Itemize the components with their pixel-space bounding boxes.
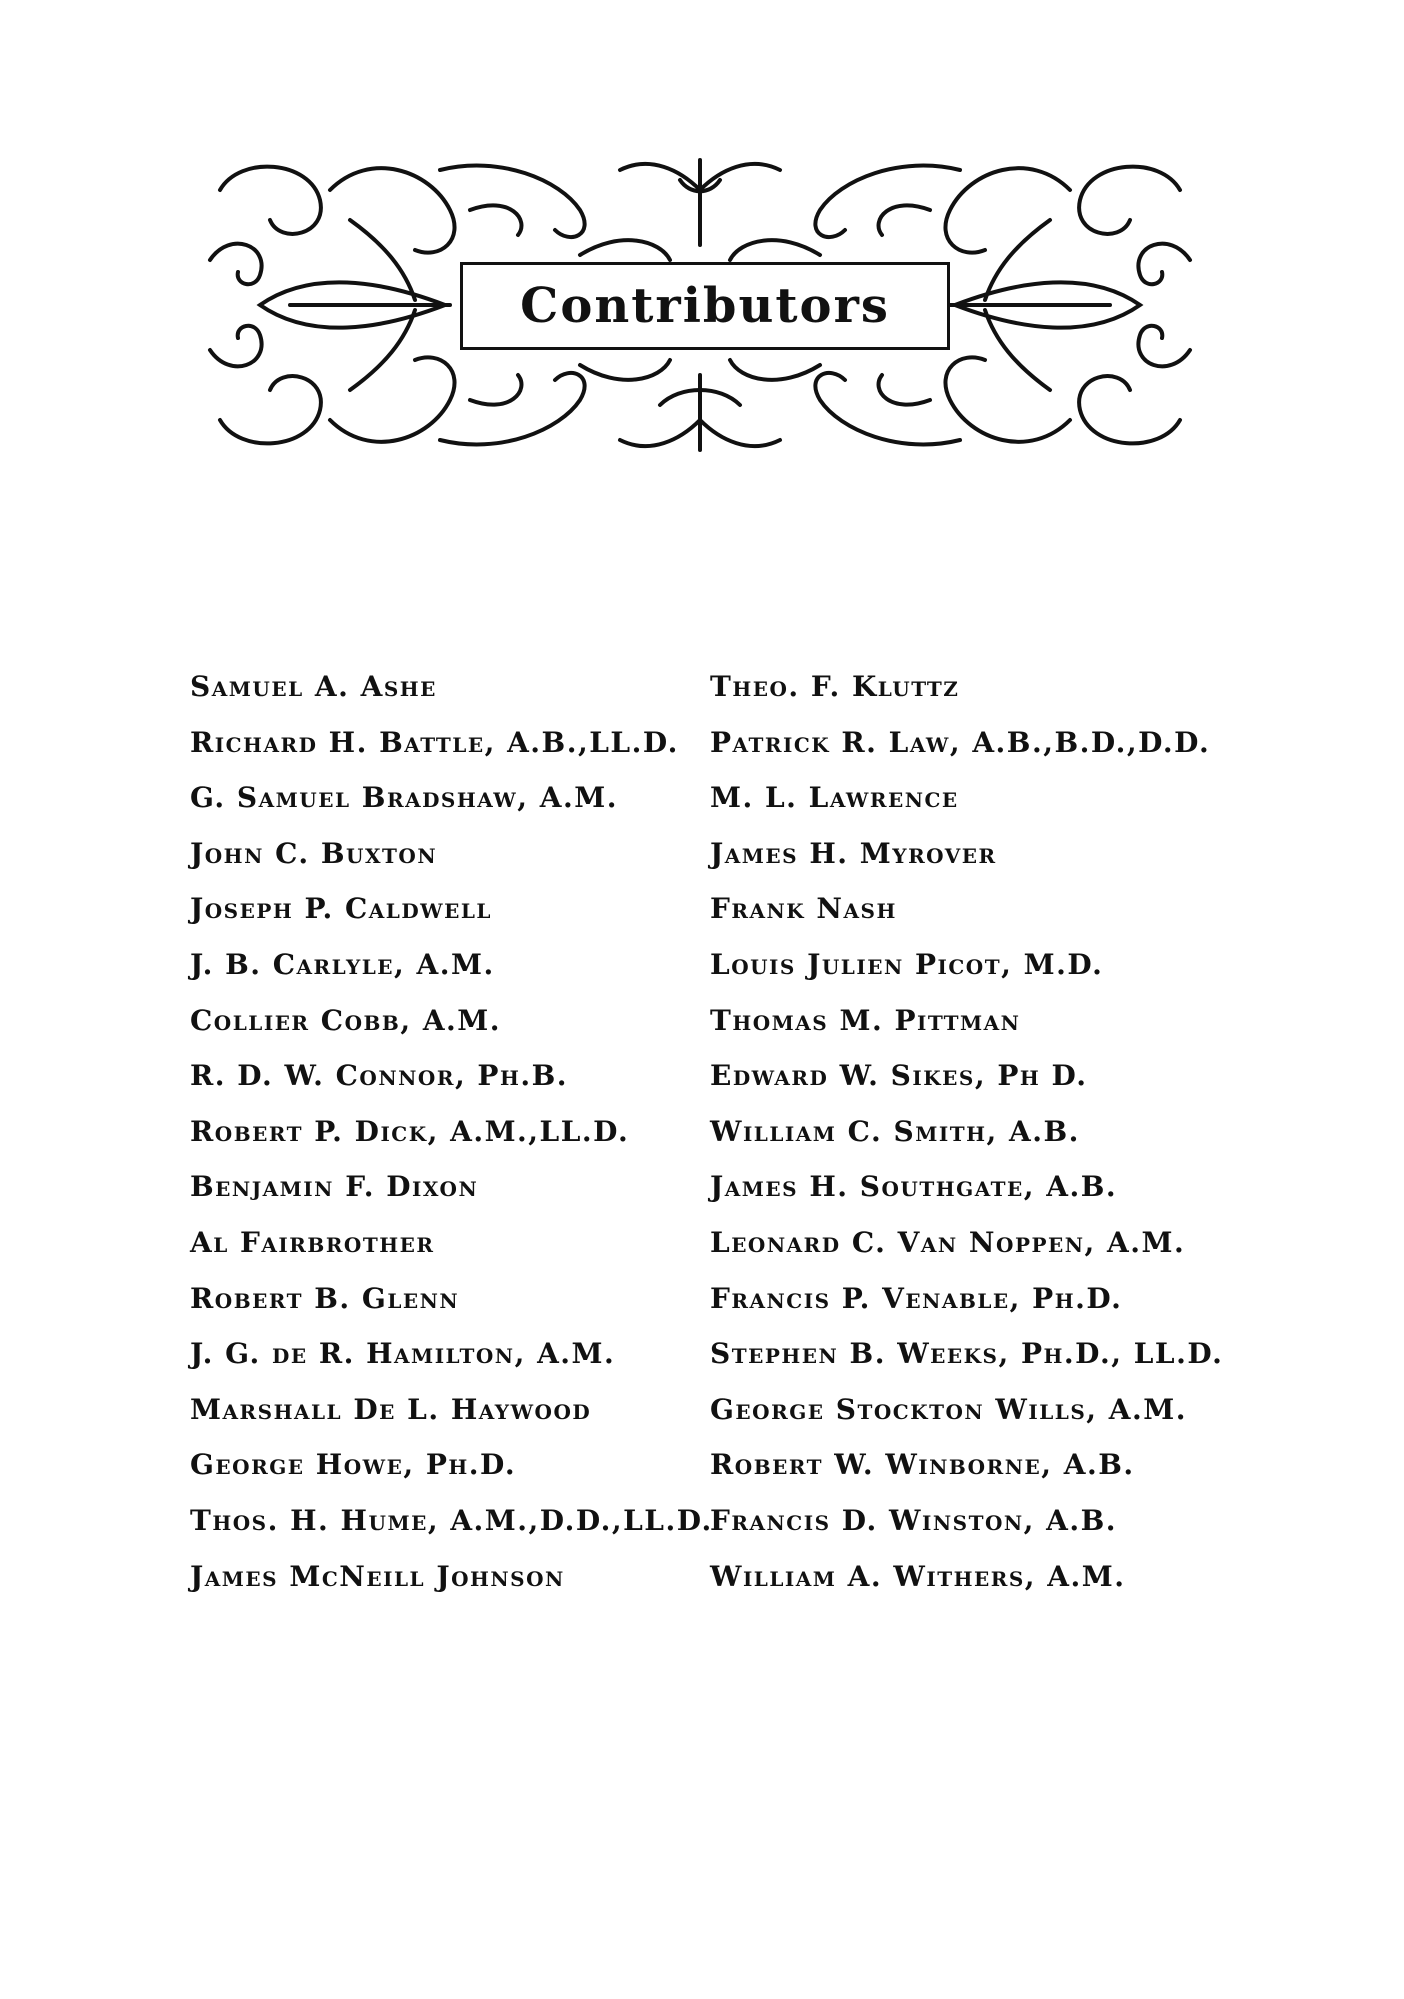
list-row <box>190 726 1230 782</box>
list-row <box>190 781 1230 837</box>
list-row <box>190 1115 1230 1171</box>
contributor-name: Stephen B. Weeks, Ph.D., LL.D. <box>710 1337 1224 1371</box>
list-row <box>190 1393 1230 1449</box>
contributor-name: Collier Cobb, A.M. <box>190 1003 502 1037</box>
list-row <box>190 1170 1230 1226</box>
list-row <box>190 892 1230 948</box>
contributor-name: George Stockton Wills, A.M. <box>710 1392 1188 1426</box>
contributor-name: Francis D. Winston, A.B. <box>710 1503 1118 1537</box>
contributor-name: Thos. H. Hume, A.M.,D.D.,LL.D. <box>190 1503 713 1537</box>
contributor-name: Marshall De L. Haywood <box>190 1392 592 1426</box>
contributor-name: Benjamin F. Dixon <box>190 1170 479 1204</box>
list-row <box>190 1448 1230 1504</box>
contributor-name: Edward W. Sikes, Ph D. <box>710 1059 1088 1093</box>
list-row <box>190 670 1230 726</box>
contributor-name: Robert W. Winborne, A.B. <box>710 1448 1135 1482</box>
list-row <box>190 1337 1230 1393</box>
contributor-name: James H. Myrover <box>710 836 997 870</box>
list-row <box>190 837 1230 893</box>
contributor-name: James H. Southgate, A.B. <box>710 1170 1118 1204</box>
list-row <box>190 1059 1230 1115</box>
contributor-name: R. D. W. Connor, Ph.B. <box>190 1059 569 1093</box>
contributor-name: William C. Smith, A.B. <box>710 1114 1080 1148</box>
contributor-name: Frank Nash <box>710 892 897 926</box>
list-row <box>190 1226 1230 1282</box>
contributor-name: Richard H. Battle, A.B.,LL.D. <box>190 725 679 759</box>
contributor-name: Francis P. Venable, Ph.D. <box>710 1281 1123 1315</box>
contributor-name: M. L. Lawrence <box>710 781 959 815</box>
list-row <box>190 1282 1230 1338</box>
contributor-name: George Howe, Ph.D. <box>190 1448 517 1482</box>
list-row <box>190 1004 1230 1060</box>
contributor-name: Joseph P. Caldwell <box>190 892 492 926</box>
contributor-name: J. B. Carlyle, A.M. <box>190 947 495 981</box>
contributor-name: G. Samuel Bradshaw, A.M. <box>190 781 618 815</box>
title-box <box>460 262 950 350</box>
contributor-name: Louis Julien Picot, M.D. <box>710 947 1104 981</box>
contributor-name: Al Fairbrother <box>190 1225 435 1259</box>
list-row <box>190 1504 1230 1560</box>
contributor-name: J. G. de R. Hamilton, A.M. <box>190 1337 616 1371</box>
page-title: Contributors <box>520 278 890 334</box>
contributor-name: Thomas M. Pittman <box>710 1003 1021 1037</box>
contributor-name: James McNeill Johnson <box>190 1559 565 1593</box>
contributor-name: Leonard C. Van Noppen, A.M. <box>710 1225 1186 1259</box>
contributor-name: Theo. F. Kluttz <box>710 670 960 703</box>
contributor-name: Robert P. Dick, A.M.,LL.D. <box>190 1114 630 1148</box>
contributors-list <box>190 670 1230 1615</box>
contributor-name: John C. Buxton <box>190 836 438 870</box>
contributor-name: William A. Withers, A.M. <box>710 1559 1126 1593</box>
contributor-name: Patrick R. Law, A.B.,B.D.,D.D. <box>710 725 1211 759</box>
list-row <box>190 948 1230 1004</box>
contributor-name: Samuel A. Ashe <box>190 670 437 703</box>
contributor-name: Robert B. Glenn <box>190 1281 460 1315</box>
list-row <box>190 1560 1230 1616</box>
